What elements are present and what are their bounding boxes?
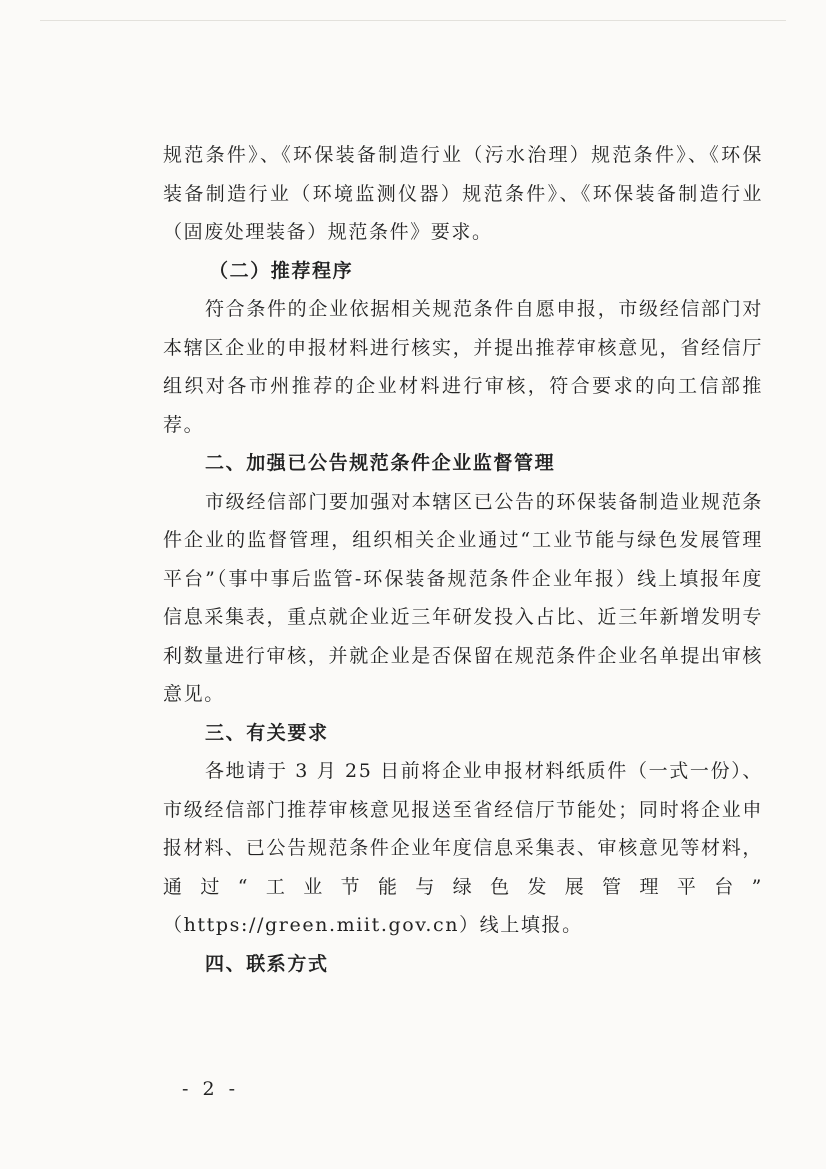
heading-recommend-procedure: （二）推荐程序 [209,259,354,282]
paragraph-recommend-procedure: 符合条件的企业依据相关规范条件自愿申报，市级经信部门对本辖区企业的申报材料进行核实，并提出推荐审核意见，省经信厅组织对各市州推荐的企业材料进行审核，符合要求的向工信部推荐。 [163,298,763,436]
page-number: - 2 - [182,1078,240,1100]
top-rule [40,20,786,21]
heading-contact: 四、联系方式 [205,952,329,975]
heading-requirements: 三、有关要求 [205,721,329,744]
paragraph-requirements-url: （https://green.miit.gov.cn）线上填报。 [163,914,583,936]
paragraph-requirements: 各地请于 3 月 25 日前将企业申报材料纸质件（一式一份）、市级经信部门推荐审核意见报送至省经信厅节能处；同时将企业申报材料、已公告规范条件企业年度信息采集表、审核意见等材料，通过“工业节能与绿色发展管理平台” [163,760,763,898]
heading-supervision: 二、加强已公告规范条件企业监督管理 [205,452,556,474]
document-page [163,136,763,983]
paragraph-supervision: 市级经信部门要加强对本辖区已公告的环保装备制造业规范条件企业的监督管理，组织相关企业通过“工业节能与绿色发展管理平台”（事中事后监管-环保装备规范条件企业年报）线上填报年度信息采集表，重点就企业近三年研发投入占比、近三年新增发明专利数量进行审核，并就企业是否保留在规范条件企业名单提出审核意见。 [163,490,763,705]
paragraph-standards-list: 规范条件》、《环保装备制造行业（污水治理）规范条件》、《环保装备制造行业（环境监测仪器）规范条件》、《环保装备制造行业（固废处理装备）规范条件》要求。 [163,144,763,243]
